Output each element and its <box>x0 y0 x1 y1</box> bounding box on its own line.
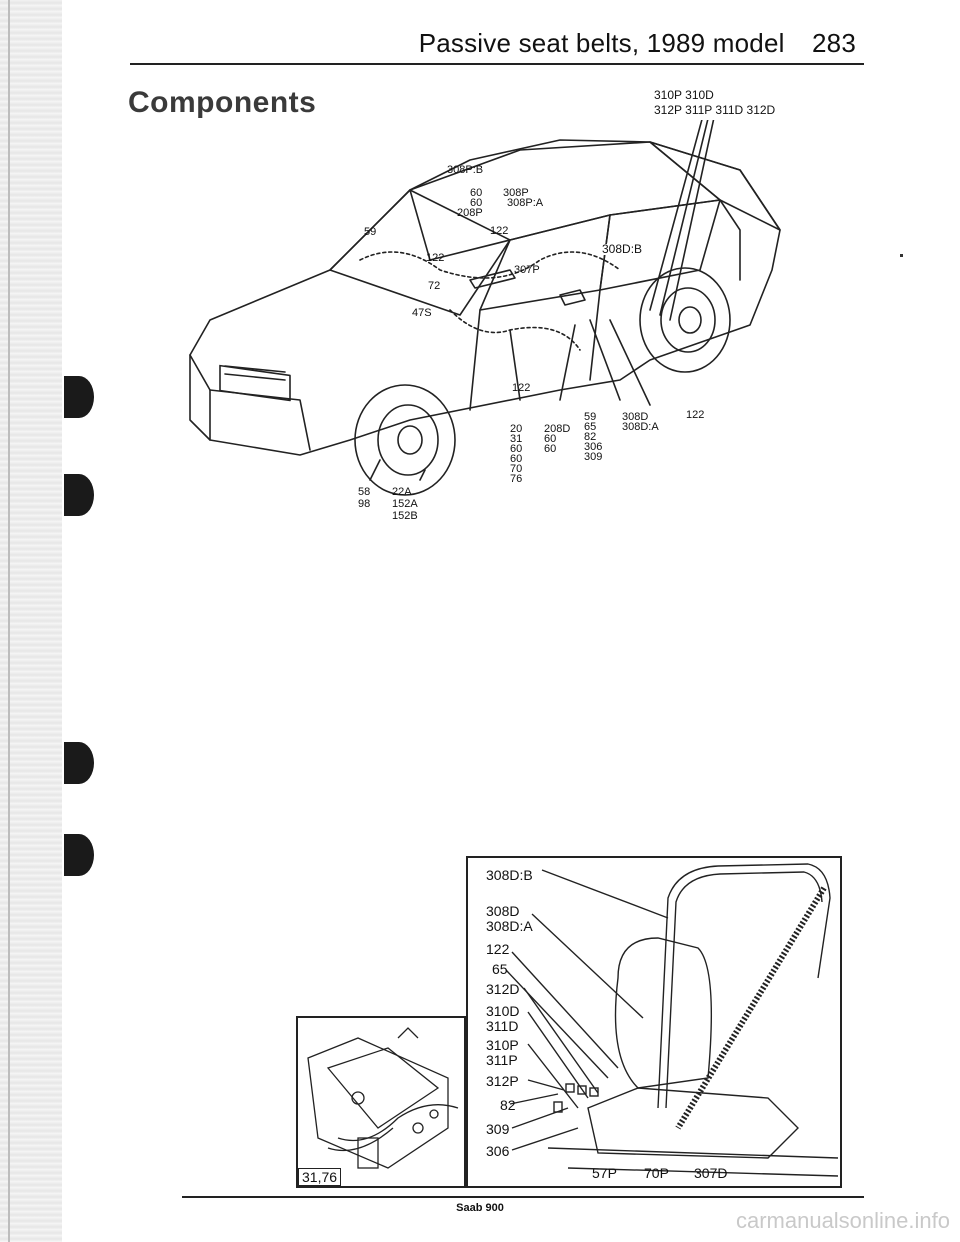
latch-diagram <box>298 1018 464 1186</box>
car-label-60-a: 60 <box>470 187 483 199</box>
punch-hole-3 <box>64 742 94 784</box>
car-label-column-3: 59 65 82 306 309 <box>584 411 603 463</box>
seat-label-122: 122 <box>486 941 510 957</box>
car-label-47s: 47S <box>412 307 432 319</box>
car-label-column-2: 208D 60 60 <box>544 423 571 455</box>
car-label-122-c: 122 <box>512 382 531 394</box>
section-title: Components <box>128 86 317 119</box>
seat-label-82: 82 <box>500 1097 516 1113</box>
car-label-72: 72 <box>428 280 441 292</box>
car-label-wheel-1: 58 98 <box>358 486 371 510</box>
car-label-310: 310P 310D <box>654 88 714 102</box>
punch-hole-4 <box>64 834 94 876</box>
seat-label-310d: 310D 311D <box>486 1003 520 1034</box>
car-label-308d-b: 308D:B <box>602 242 643 256</box>
latch-caption: 31,76 <box>298 1168 341 1186</box>
car-label-308p-b: 308P:B <box>447 164 484 176</box>
car-label-column-4: 308D 308D:A <box>622 411 659 433</box>
header-rule <box>130 63 864 65</box>
car-label-308p: 308P <box>503 187 529 199</box>
seat-label-309: 309 <box>486 1121 510 1137</box>
seat-label-308d: 308D 308D:A <box>486 903 533 934</box>
page-header-title <box>419 28 856 59</box>
car-label-122-b: 122 <box>426 252 445 264</box>
seat-label-307d: 307D <box>694 1165 728 1181</box>
scan-speck <box>900 254 903 257</box>
car-label-59-a: 59 <box>364 226 377 238</box>
car-label-wheel-2: 22A 152A 152B <box>392 486 418 522</box>
car-top-right-labels <box>654 88 775 118</box>
binding-strip <box>0 0 62 1242</box>
header-title-text: Passive seat belts, 1989 model <box>418 28 785 58</box>
car-label-308p-a: 308P:A <box>507 197 544 209</box>
seat-label-312p: 312P <box>486 1073 519 1089</box>
page-number: 283 <box>812 28 856 58</box>
footer-rule <box>182 1196 864 1198</box>
seat-label-57p: 57P <box>592 1165 617 1181</box>
seat-label-310p: 310P 311P <box>486 1037 519 1068</box>
seat-label-308d-b: 308D:B <box>486 867 533 883</box>
seat-label-70p: 70P <box>644 1165 669 1181</box>
seat-label-65: 65 <box>492 961 508 977</box>
car-label-208p: 208P <box>457 207 483 219</box>
car-label-122-d: 122 <box>686 409 705 421</box>
seat-label-306: 306 <box>486 1143 510 1159</box>
punch-hole-1 <box>64 376 94 418</box>
car-diagram <box>180 120 820 540</box>
car-label-60-b: 60 <box>470 197 483 209</box>
punch-hole-2 <box>64 474 94 516</box>
seat-label-312d: 312D <box>486 981 520 997</box>
watermark: carmanualsonline.info <box>735 1208 950 1233</box>
car-label-312: 312P 311P 311D 312D <box>654 103 776 117</box>
car-label-307p: 307P <box>514 264 540 276</box>
footer-text: Saab 900 <box>456 1202 504 1214</box>
car-label-122-a: 122 <box>490 225 509 237</box>
car-label-column-1: 20 31 60 60 70 76 <box>510 423 523 485</box>
